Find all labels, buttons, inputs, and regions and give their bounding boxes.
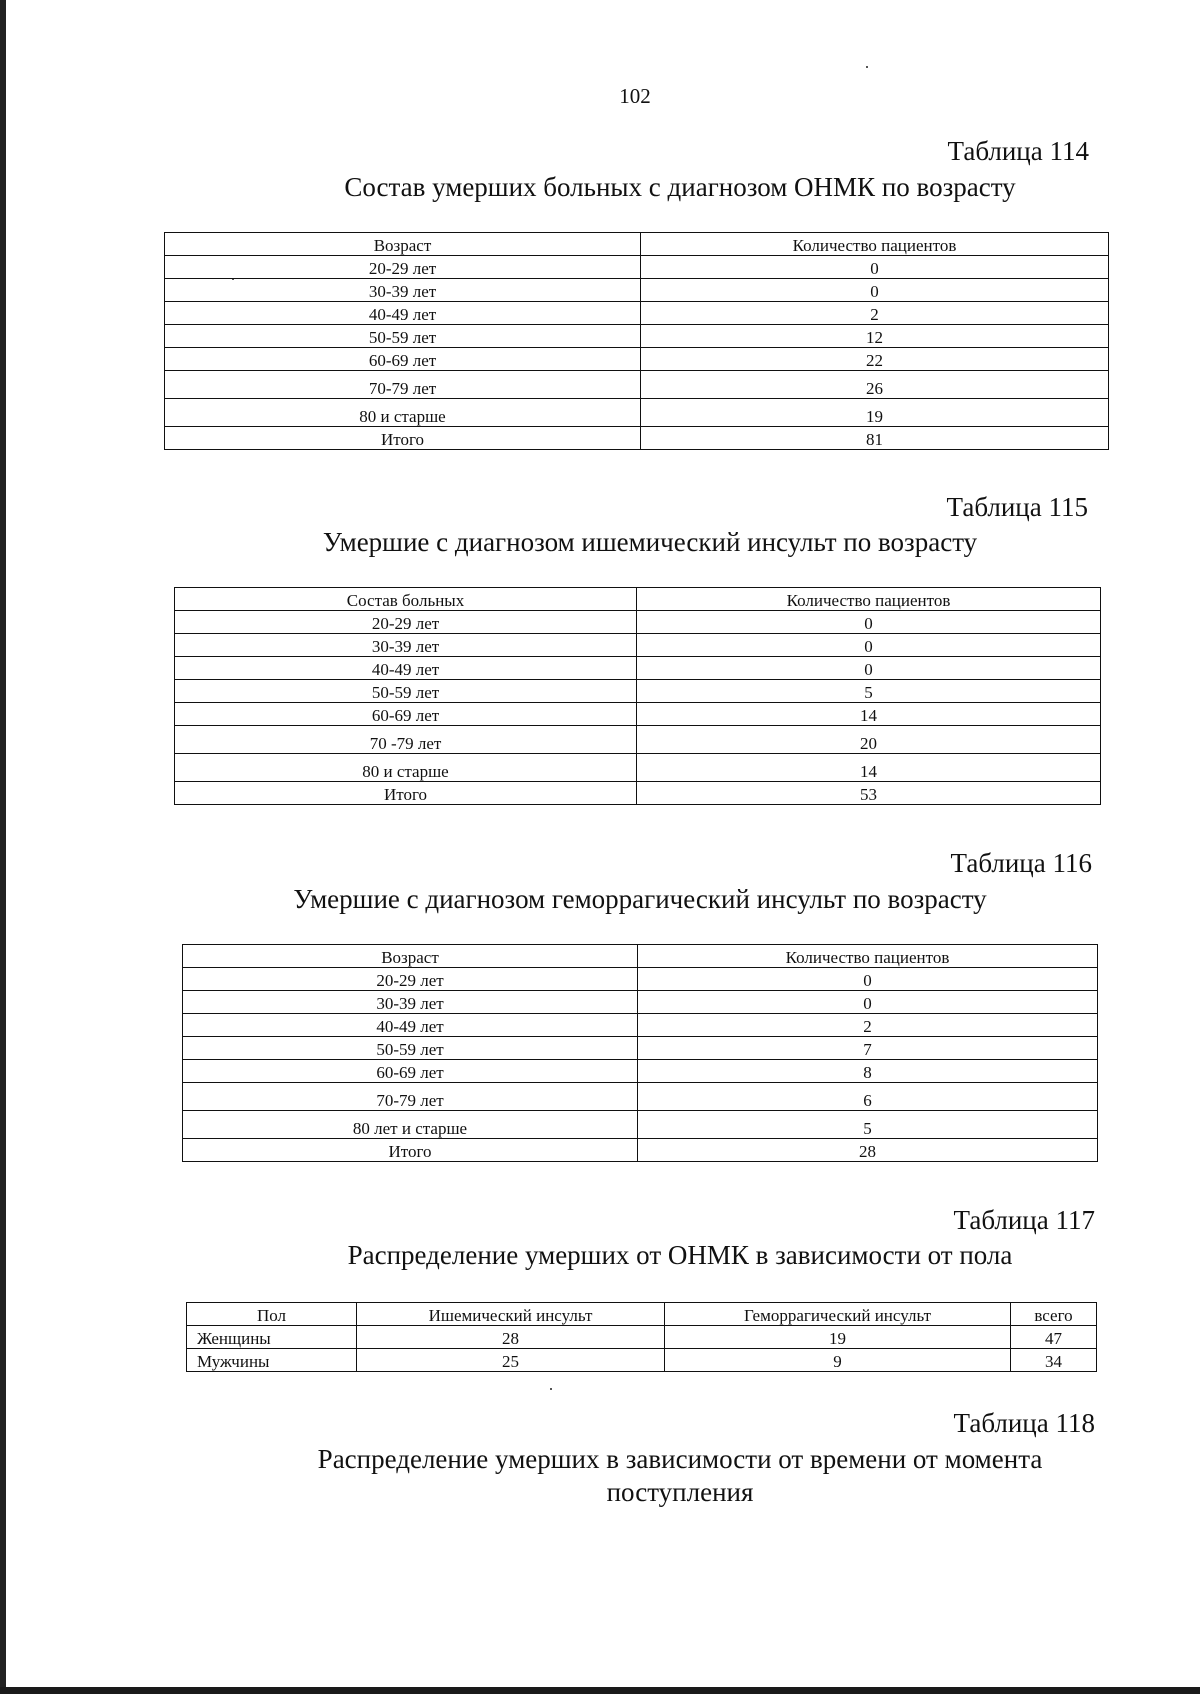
total-label-cell: Итого (175, 782, 637, 805)
sex-cell: Женщины (187, 1326, 357, 1349)
age-cell: 80 лет и старше (183, 1111, 638, 1139)
table-row (175, 634, 1101, 657)
scan-edge-left (0, 0, 6, 1694)
age-cell: 70 -79 лет (175, 726, 637, 754)
header-cell: Пол (187, 1303, 357, 1326)
table-row (175, 703, 1101, 726)
table-116 (182, 944, 1098, 1162)
table-row (175, 754, 1101, 782)
count-cell: 0 (638, 968, 1098, 991)
age-cell: 40-49 лет (175, 657, 637, 680)
table-header-row (175, 588, 1101, 611)
count-cell: 22 (641, 348, 1109, 371)
table-row (165, 256, 1109, 279)
age-cell: 60-69 лет (165, 348, 641, 371)
count-cell: 8 (638, 1060, 1098, 1083)
table-118-caption: Таблица 118 (953, 1408, 1095, 1438)
count-cell: 5 (638, 1111, 1098, 1139)
table-118-title-line-1: Распределение умерших в зависимости от времени от момента (317, 1444, 1043, 1474)
age-cell: 30-39 лет (165, 279, 641, 302)
age-cell: 80 и старше (165, 399, 641, 427)
table-row (175, 726, 1101, 754)
age-cell: 40-49 лет (183, 1014, 638, 1037)
count-cell: 0 (641, 256, 1109, 279)
total-label-cell: Итого (183, 1139, 638, 1162)
header-cell: Количество пациентов (641, 233, 1109, 256)
table-117 (186, 1302, 1097, 1372)
header-cell: Состав больных (175, 588, 637, 611)
header-cell: Ишемический инсульт (357, 1303, 665, 1326)
header-cell: Количество пациентов (637, 588, 1101, 611)
age-cell: 70-79 лет (165, 371, 641, 399)
table-row (165, 399, 1109, 427)
count-cell: 0 (637, 634, 1101, 657)
age-cell: 50-59 лет (183, 1037, 638, 1060)
total-count-cell: 47 (1011, 1326, 1097, 1349)
count-cell: 0 (637, 611, 1101, 634)
table-116-caption: Таблица 116 (950, 848, 1092, 878)
table-total-row (183, 1139, 1098, 1162)
table-row (165, 325, 1109, 348)
table-117-title: Распределение умерших от ОНМК в зависимости от пола (347, 1240, 1013, 1270)
table-114 (164, 232, 1109, 450)
table-total-row (175, 782, 1101, 805)
table-row (187, 1349, 1097, 1372)
table-114-title: Состав умерших больных с диагнозом ОНМК по возрасту (344, 172, 1016, 202)
table-row (175, 611, 1101, 634)
hemorrhagic-count-cell: 19 (665, 1326, 1011, 1349)
table-row (175, 657, 1101, 680)
total-count-cell: 81 (641, 427, 1109, 450)
page-number: 102 (619, 84, 651, 108)
scan-edge-bottom (0, 1687, 1200, 1694)
count-cell: 2 (638, 1014, 1098, 1037)
table-row (183, 991, 1098, 1014)
table-row (183, 1037, 1098, 1060)
count-cell: 7 (638, 1037, 1098, 1060)
table-row (165, 371, 1109, 399)
table-116-title: Умершие с диагнозом геморрагический инсульт по возрасту (293, 884, 987, 914)
count-cell: 12 (641, 325, 1109, 348)
age-cell: 50-59 лет (165, 325, 641, 348)
table-header-row (183, 945, 1098, 968)
table-117-caption: Таблица 117 (953, 1205, 1095, 1235)
total-label-cell: Итого (165, 427, 641, 450)
count-cell: 2 (641, 302, 1109, 325)
count-cell: 26 (641, 371, 1109, 399)
count-cell: 0 (638, 991, 1098, 1014)
table-115-title: Умершие с диагнозом ишемический инсульт по возрасту (322, 527, 978, 557)
age-cell: 70-79 лет (183, 1083, 638, 1111)
ischemic-count-cell: 28 (357, 1326, 665, 1349)
table-row (165, 302, 1109, 325)
count-cell: 14 (637, 703, 1101, 726)
total-count-cell: 28 (638, 1139, 1098, 1162)
total-count-cell: 53 (637, 782, 1101, 805)
header-cell: Количество пациентов (638, 945, 1098, 968)
count-cell: 0 (637, 657, 1101, 680)
table-114-caption: Таблица 114 (947, 136, 1089, 166)
age-cell: 30-39 лет (175, 634, 637, 657)
table-115 (174, 587, 1101, 805)
age-cell: 40-49 лет (165, 302, 641, 325)
age-cell: 20-29 лет (165, 256, 641, 279)
header-cell: Геморрагический инсульт (665, 1303, 1011, 1326)
table-row (175, 680, 1101, 703)
count-cell: 19 (641, 399, 1109, 427)
table-header-row (165, 233, 1109, 256)
ischemic-count-cell: 25 (357, 1349, 665, 1372)
age-cell: 20-29 лет (183, 968, 638, 991)
table-row (183, 1111, 1098, 1139)
scan-speck (550, 1388, 552, 1390)
header-cell: Возраст (165, 233, 641, 256)
age-cell: 60-69 лет (175, 703, 637, 726)
total-count-cell: 34 (1011, 1349, 1097, 1372)
sex-cell: Мужчины (187, 1349, 357, 1372)
hemorrhagic-count-cell: 9 (665, 1349, 1011, 1372)
table-row (165, 279, 1109, 302)
table-row (183, 1083, 1098, 1111)
header-cell: всего (1011, 1303, 1097, 1326)
table-row (183, 1014, 1098, 1037)
table-row (183, 968, 1098, 991)
table-row (165, 348, 1109, 371)
count-cell: 14 (637, 754, 1101, 782)
table-row (183, 1060, 1098, 1083)
count-cell: 5 (637, 680, 1101, 703)
table-115-caption: Таблица 115 (946, 492, 1088, 522)
age-cell: 80 и старше (175, 754, 637, 782)
scan-speck (866, 66, 868, 68)
count-cell: 6 (638, 1083, 1098, 1111)
table-total-row (165, 427, 1109, 450)
header-cell: Возраст (183, 945, 638, 968)
table-118-title-line-2: поступления (606, 1477, 754, 1507)
age-cell: 20-29 лет (175, 611, 637, 634)
age-cell: 60-69 лет (183, 1060, 638, 1083)
count-cell: 20 (637, 726, 1101, 754)
count-cell: 0 (641, 279, 1109, 302)
age-cell: 50-59 лет (175, 680, 637, 703)
age-cell: 30-39 лет (183, 991, 638, 1014)
table-header-row (187, 1303, 1097, 1326)
table-row (187, 1326, 1097, 1349)
